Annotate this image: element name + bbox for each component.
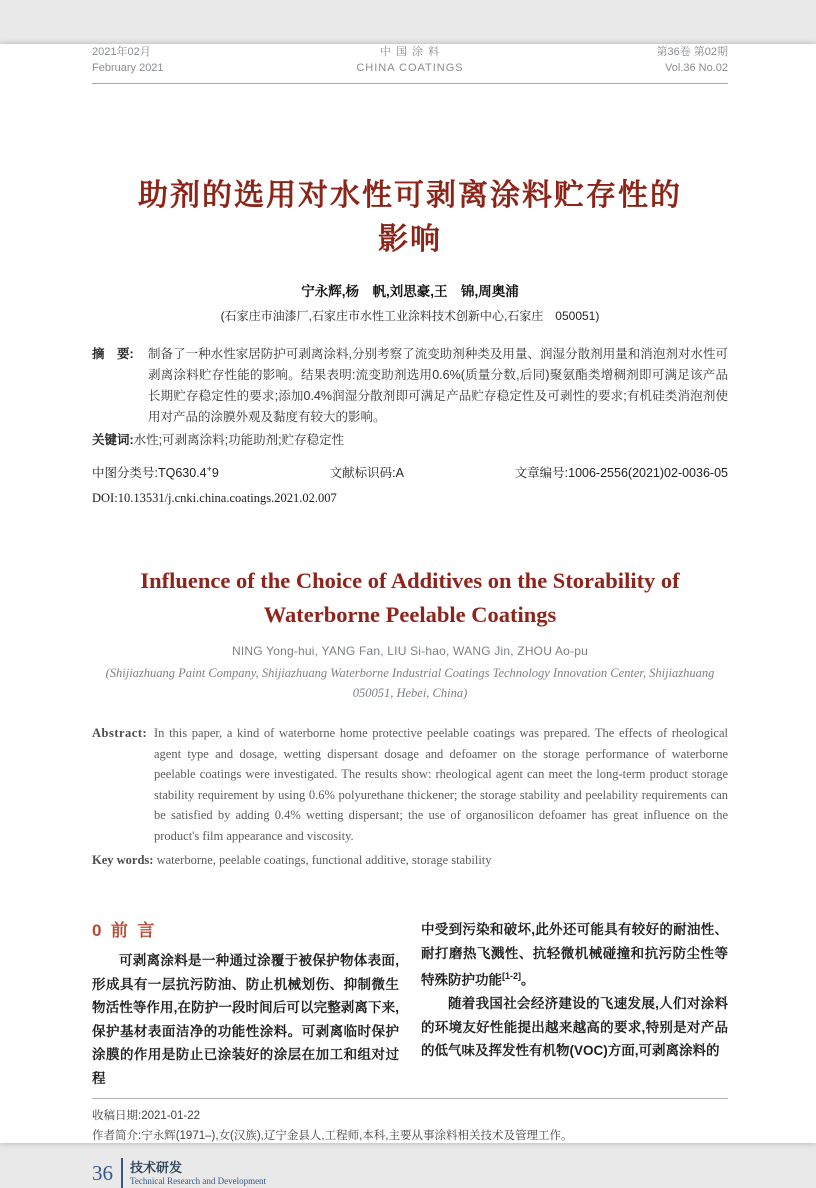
header-date-cn: 2021年02月 (92, 46, 151, 58)
body-paragraph (421, 918, 728, 992)
abstract-cn (92, 344, 728, 428)
abstract-en-label: Abstract: (92, 726, 148, 740)
section-heading-introduction: 0 前 言 (92, 921, 155, 940)
keywords-cn (92, 430, 728, 451)
citation-reference: [1-2] (502, 971, 522, 981)
clc-label: 中图分类号: (92, 466, 158, 480)
affiliation-en: (Shijiazhuang Paint Company, Shijiazhuang Waterborne Industrial Coatings Technology Innovation Center, Shijiazhuang 050051, Hebei, China) (105, 666, 715, 700)
footer-section-cn: 技术研发 (130, 1159, 183, 1175)
header-issue-cn: 第36卷 第02期 (656, 46, 728, 58)
keywords-en (92, 850, 728, 870)
authors-cn: 宁永辉,杨 帆,刘思豪,王 锦,周奥浦 (301, 284, 519, 299)
header-journal-en: CHINA COATINGS (356, 62, 464, 74)
body-column-right (421, 916, 728, 1090)
article-title-en-line1: Influence of the Choice of Additives on the Storability of (140, 568, 680, 593)
header-journal-name (302, 44, 518, 76)
clc-value: TQ630.4 (157, 466, 207, 480)
page-footer (92, 1158, 728, 1188)
doi: DOI:10.13531/j.cnki.china.coatings.2021.02.007 (92, 491, 337, 505)
header-issue-date (92, 44, 302, 76)
keywords-cn-text: 水性;可剥离涂料;功能助剂;贮存稳定性 (133, 433, 345, 447)
body-paragraph: 随着我国社会经济建设的飞速发展,人们对涂料的环境友好性能提出越来越高的要求,特别是对产品的低气味及挥发性有机物(VOC)方面,可剥离涂料的 (421, 996, 728, 1058)
journal-header (92, 44, 728, 84)
footnote-block (92, 1098, 728, 1146)
affiliation-cn: (石家庄市油漆厂,石家庄市水性工业涂料技术创新中心,石家庄 050051) (220, 309, 600, 323)
page-number: 36 (92, 1160, 113, 1185)
keywords-en-text: waterborne, peelable coatings, functional additive, storage stability (156, 853, 492, 867)
footer-section (130, 1160, 266, 1187)
clc-superscript: + (206, 463, 212, 474)
article-title-en-line2: Waterborne Peelable Coatings (263, 602, 557, 627)
clc-number (92, 463, 219, 481)
abstract-cn-label: 摘 要: (92, 347, 134, 361)
body-paragraph-text: 中受到污染和破坏,此外还可能具有较好的耐油性、耐打磨热飞溅性、抗轻微机械碰撞和抗污防尘性等特殊防护功能 (421, 922, 728, 988)
page-content (0, 44, 816, 1188)
document-code: 文献标识码:A (329, 466, 404, 480)
journal-page (0, 44, 816, 1186)
article-title-cn-line1: 助剂的选用对水性可剥离涂料贮存性的 (138, 179, 682, 212)
header-issue-en: Vol.36 No.02 (664, 62, 728, 74)
keywords-cn-label: 关键词: (92, 433, 134, 447)
authors-en: NING Yong-hui, YANG Fan, LIU Si-hao, WANG Jin, ZHOU Ao-pu (232, 644, 588, 658)
received-date: 收稿日期:2021-01-22 (92, 1110, 201, 1122)
header-journal-cn: 中 国 涂 料 (379, 46, 441, 58)
body-column-left (92, 916, 399, 1090)
keywords-en-label: Key words: (92, 853, 154, 867)
abstract-en (92, 723, 728, 846)
abstract-en-text: In this paper, a kind of waterborne home protective peelable coatings was prepared. The effects of rheological agent type and dosage, wetting dispersant dosage and defoamer on the storage performance of waterborne peelable coatings were investigated. The results show: rheological agent can meet the long-term product storage stability requirement by using 0.6% polyurethane thickener; the storage stability and peelability requirements can be satisfied by adding 0.4% wetting dispersant; the use of organosilicon defoamer has great influence on the product's film appearance and viscosity. (154, 726, 728, 843)
author-bio: 作者简介:宁永辉(1971–),女(汉族),辽宁金县人,工程师,本科,主要从事涂料相关技术及管理工作。 (92, 1130, 573, 1142)
header-volume-issue (518, 44, 728, 76)
article-title-en (92, 564, 728, 632)
header-date-en: February 2021 (92, 62, 164, 74)
article-id: 文章编号:1006-2556(2021)02-0036-05 (514, 466, 728, 480)
article-body (92, 916, 728, 1090)
abstract-cn-text: 制备了一种水性家居防护可剥离涂料,分别考察了流变助剂种类及用量、润湿分散剂用量和消泡剂对水性可剥离涂料贮存性能的影响。结果表明:流变助剂选用0.6%(质量分数,后同)聚氨酯类增稠剂即可满足该产品长期贮存稳定性的要求;添加0.4%润湿分散剂即可满足产品贮存稳定性及可剥性的要求;有机硅类消泡剂使用对产品的涂膜外观及黏度有较大的影响。 (148, 347, 728, 424)
article-title-cn-line2: 影响 (378, 223, 442, 256)
footer-section-en: Technical Research and Development (130, 1175, 267, 1186)
footer-divider (121, 1158, 123, 1188)
body-paragraph-end: 。 (521, 972, 535, 988)
article-title-cn (92, 174, 728, 262)
body-paragraph: 可剥离涂料是一种通过涂覆于被保护物体表面,形成具有一层抗污防油、防止机械划伤、抑制微生物活性等作用,在防护一段时间后可以完整剥离下来,保护基材表面洁净的功能性涂料。可剥离临时保护涂膜的作用是防止已涂装好的涂层在加工和组对过程 (92, 953, 399, 1086)
clc-tail: 9 (211, 466, 219, 480)
article-meta-row (92, 463, 728, 481)
